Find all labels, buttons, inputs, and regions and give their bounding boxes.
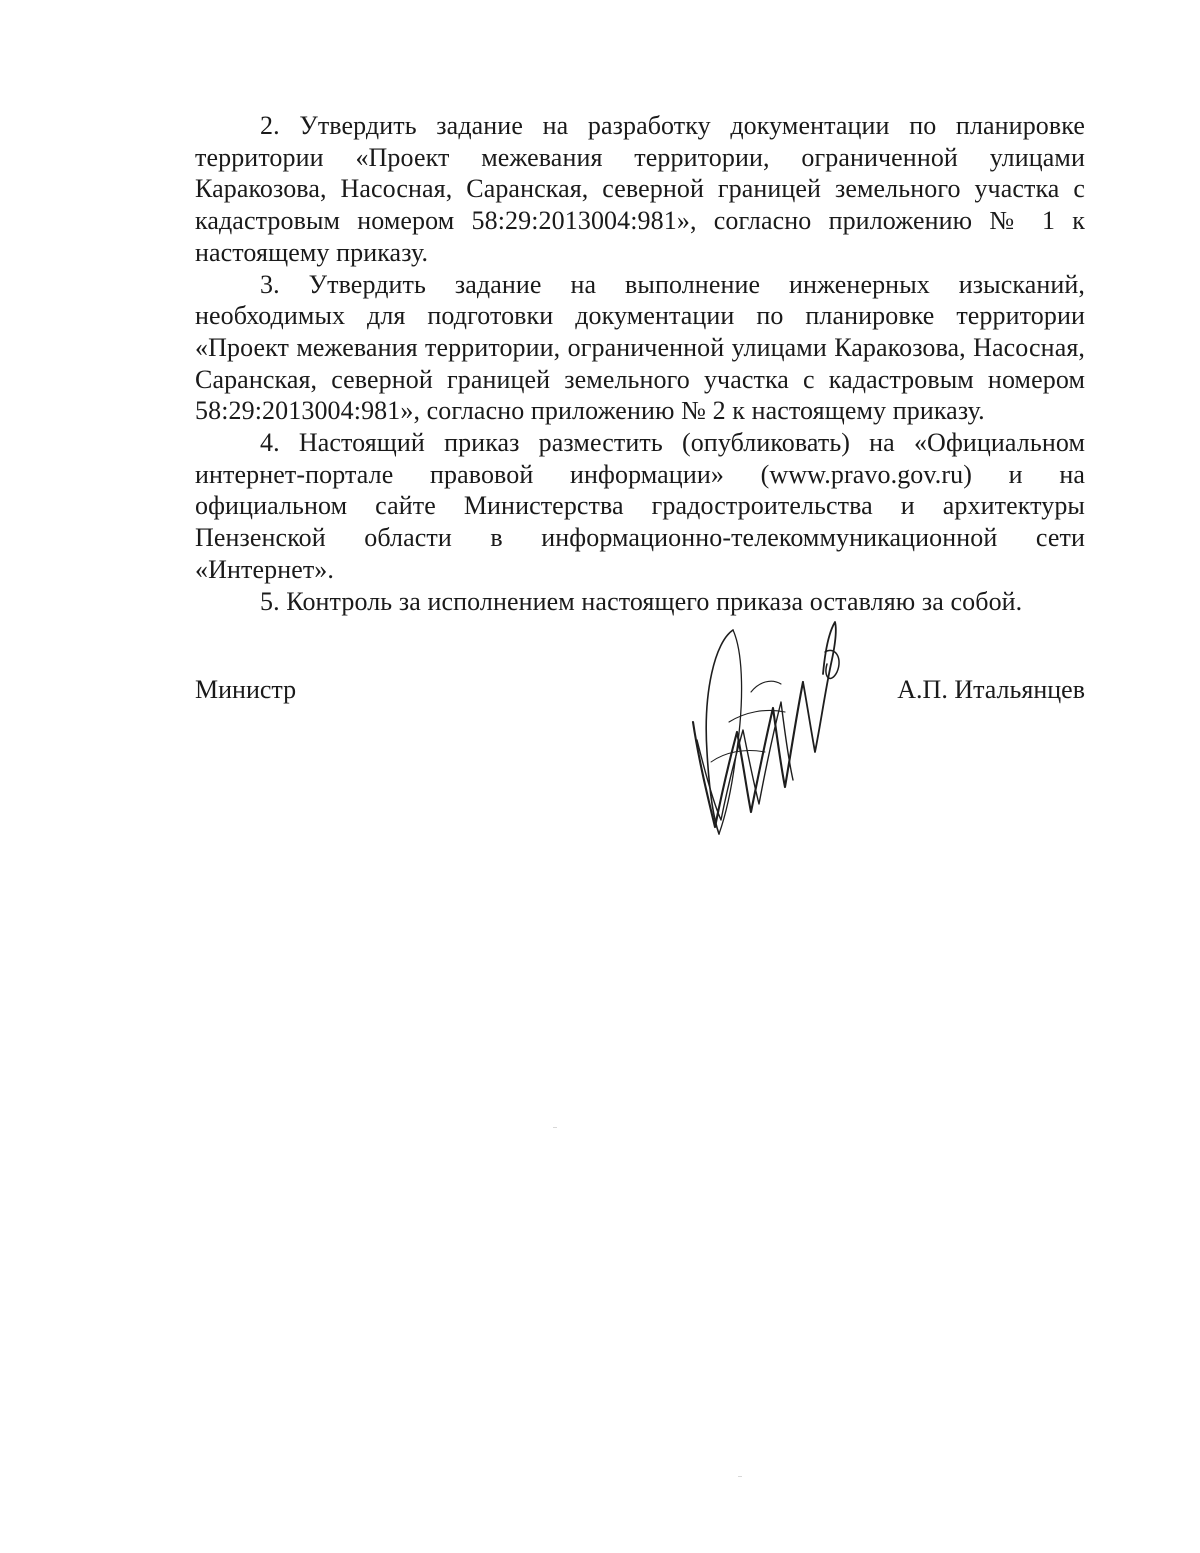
paragraph-item-3: 3. Утвердить задание на выполнение инженерных изысканий, необходимых для подготовки документации по планировке территории «Проект межевания территории, ограниченной улицами Каракозова, Насосная, Саранская, северной границей земельного участка с кадастровым номером 58:29:2013004:981», согласно приложению № 2 к настоящему приказу. xyxy=(195,269,1085,426)
paragraph-item-5: 5. Контроль за исполнением настоящего приказа оставляю за собой. xyxy=(260,586,1023,616)
signature-block xyxy=(195,674,1085,714)
paragraph-item-4: 4. Настоящий приказ разместить (опубликовать) на «Официальном интернет-портале правовой информации» (www.pravo.gov.ru) и на официальном сайте Министерства градостроительства и архитектуры Пензенской области в информационно-телекоммуникационной сети «Интернет». xyxy=(195,428,1085,584)
scan-speck xyxy=(738,1476,742,1477)
signature-icon xyxy=(685,612,850,847)
paragraph-item-2: 2. Утвердить задание на разработку документации по планировке территории «Проект межевания территории, ограниченной улицами Каракозова, Насосная, Саранская, северной границей земельного участка с кадастровым номером 58:29:2013004:981», согласно приложению № 1 к настоящему приказу. xyxy=(195,111,1085,267)
handwritten-signature xyxy=(685,612,850,847)
document-body xyxy=(195,110,1085,617)
signer-name: А.П. Итальянцев xyxy=(897,675,1085,704)
signer-position: Министр xyxy=(195,675,297,704)
scan-speck xyxy=(553,1127,557,1128)
